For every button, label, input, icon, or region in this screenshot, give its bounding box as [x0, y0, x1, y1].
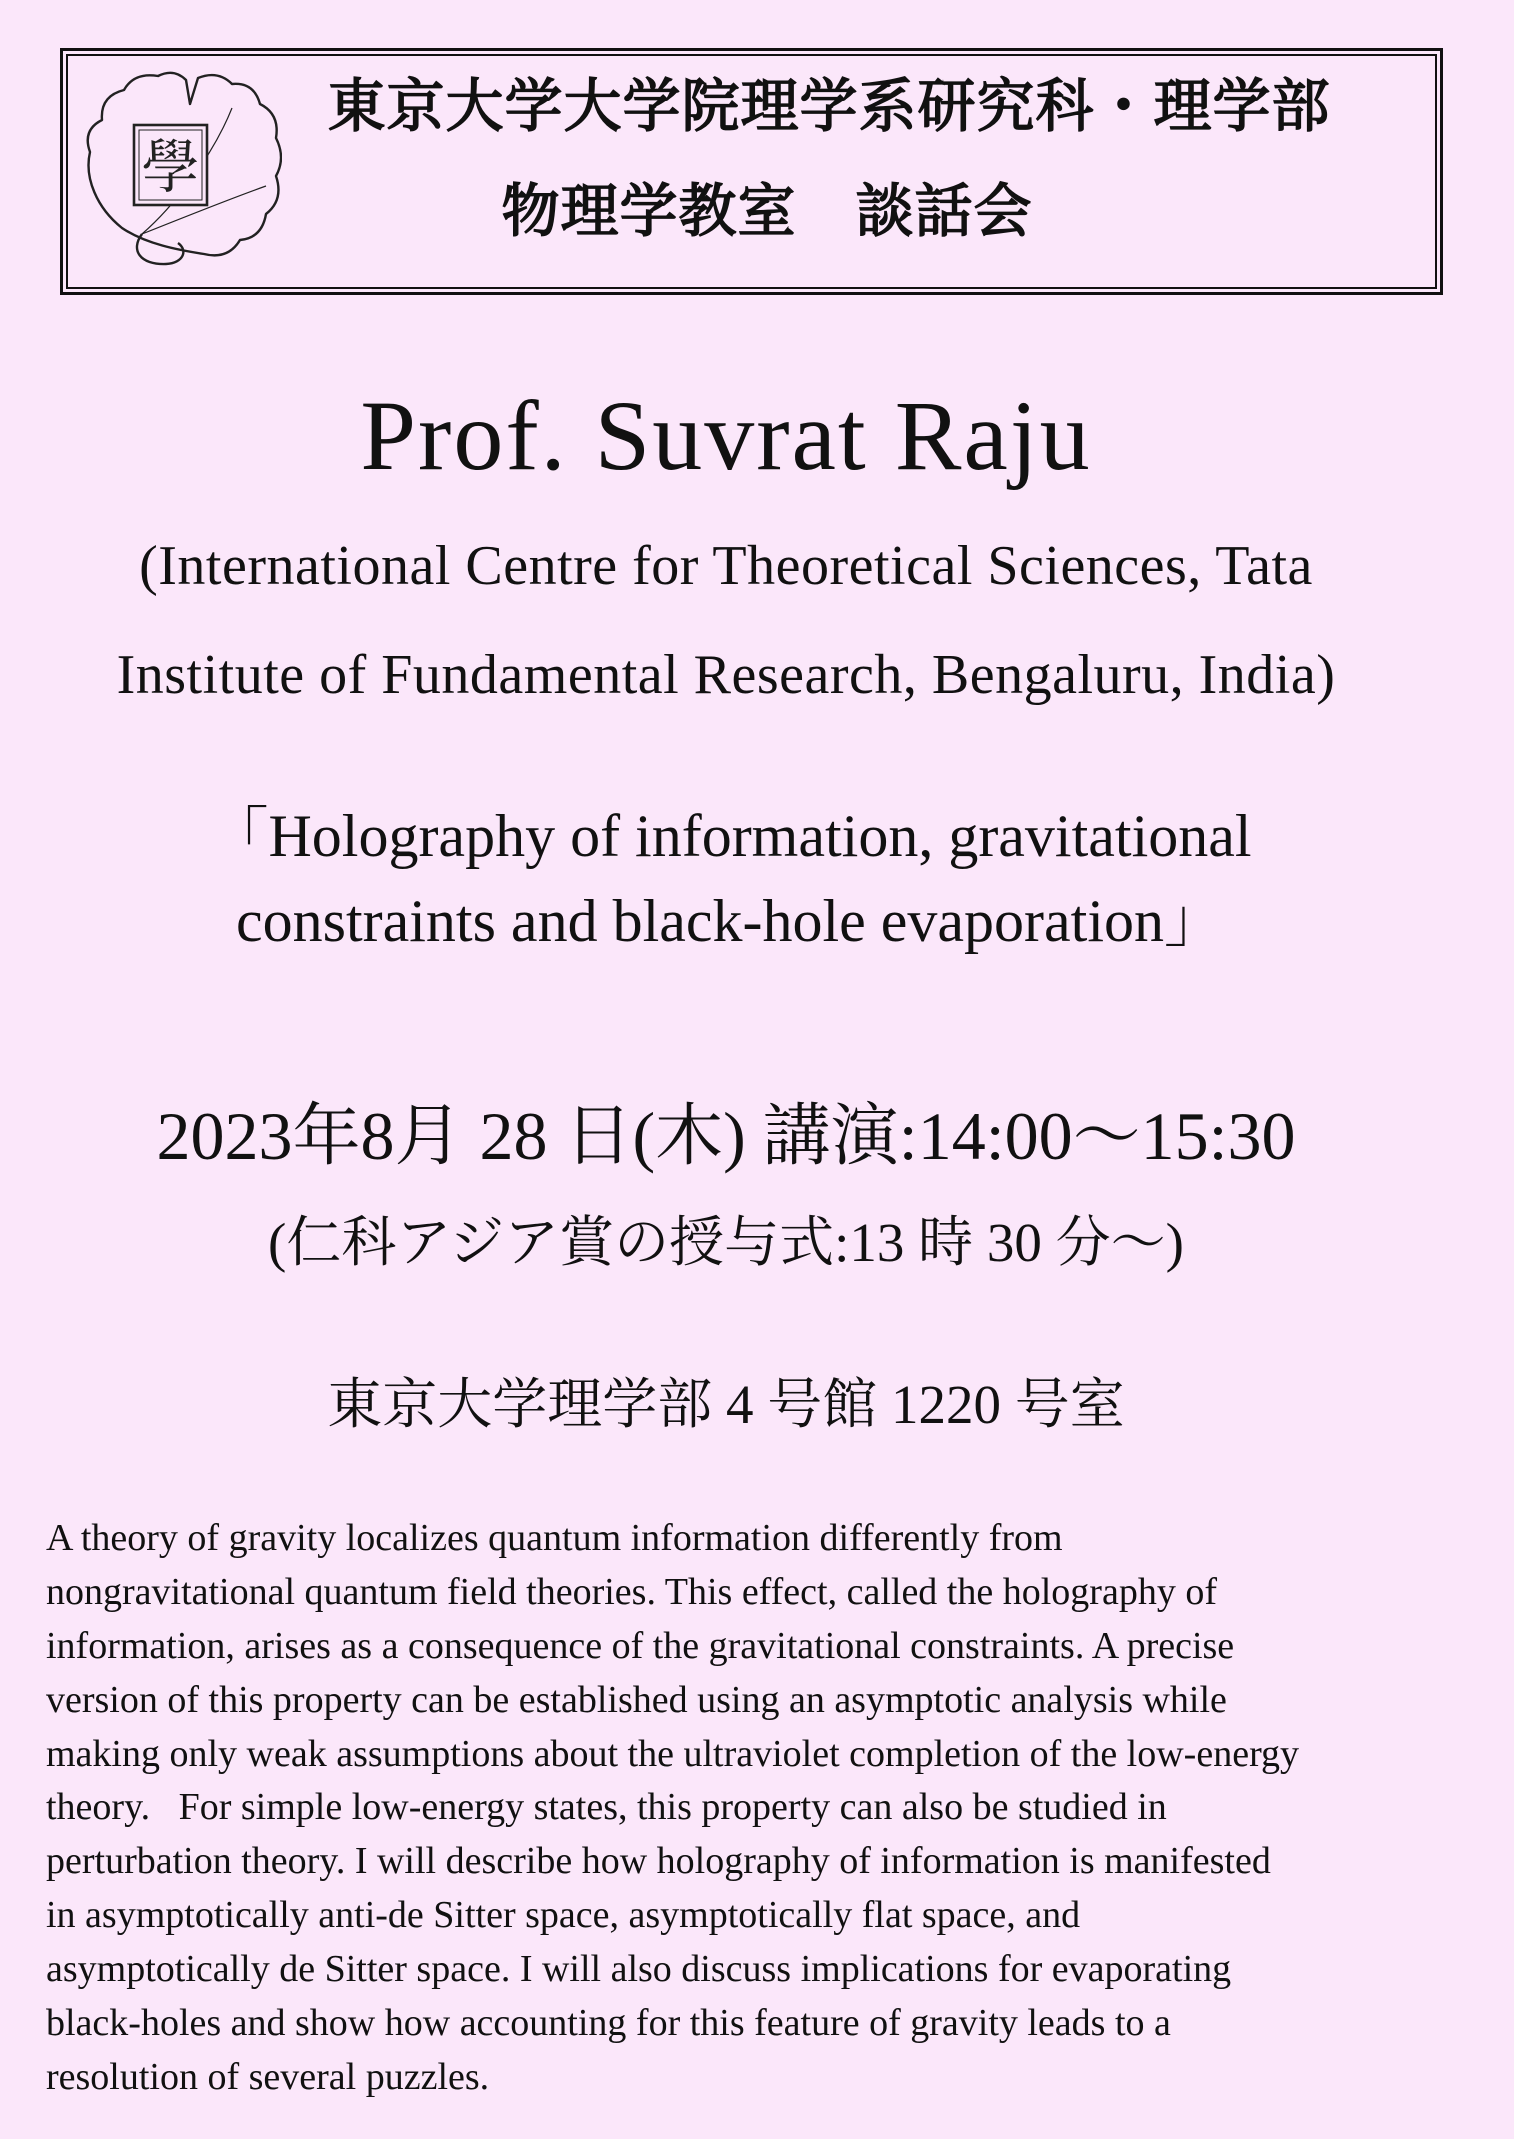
- abstract-line: theory. For simple low-energy states, this property can also be studied in: [46, 1786, 1167, 1829]
- abstract: [46, 1512, 1486, 2105]
- abstract-line: A theory of gravity localizes quantum information differently from: [46, 1517, 1063, 1559]
- speaker-affiliation-line: (International Centre for Theoretical Sciences, Tata: [139, 535, 1313, 597]
- award-ceremony-time: (仁科アジア賞の授与式:13 時 30 分～): [268, 1212, 1184, 1273]
- abstract-line: information, arises as a consequence of the gravitational constraints. A precise: [46, 1624, 1235, 1667]
- abstract-line: resolution of several puzzles.: [46, 2055, 490, 2098]
- abstract-line: in asymptotically anti-de Sitter space, asymptotically flat space, and: [46, 1894, 1081, 1937]
- department-title: 東京大学大学院理学系研究科・理学部: [327, 72, 1331, 140]
- speaker-name: Prof. Suvrat Raju: [360, 380, 1092, 491]
- talk-title-line: 「Holography of information, gravitational: [208, 803, 1252, 869]
- abstract-line: asymptotically de Sitter space. I will also discuss implications for evaporating: [46, 1948, 1232, 1991]
- talk-date-time: 2023年8月 28 日(木) 講演:14:00～15:30: [156, 1098, 1296, 1174]
- abstract-line: nongravitational quantum field theories. This effect, called the holography of: [46, 1570, 1217, 1613]
- colloquium-title: 物理学教室 談話会: [501, 177, 1033, 245]
- speaker-affiliation-line: Institute of Fundamental Research, Bengaluru, India): [116, 644, 1336, 706]
- talk-title-line: constraints and black-hole evaporation」: [235, 888, 1224, 954]
- abstract-line: version of this property can be established using an asymptotic analysis while: [46, 1678, 1227, 1721]
- abstract-line: making only weak assumptions about the ultraviolet completion of the low-energy: [46, 1732, 1300, 1775]
- abstract-line: black-holes and show how accounting for this feature of gravity leads to a: [46, 2002, 1171, 2045]
- ginkgo-leaf-icon: [82, 68, 282, 268]
- seal-character: 學: [141, 133, 200, 201]
- abstract-line: perturbation theory. I will describe how holography of information is manifested: [46, 1840, 1271, 1883]
- venue: 東京大学理学部 4 号館 1220 号室: [327, 1374, 1125, 1435]
